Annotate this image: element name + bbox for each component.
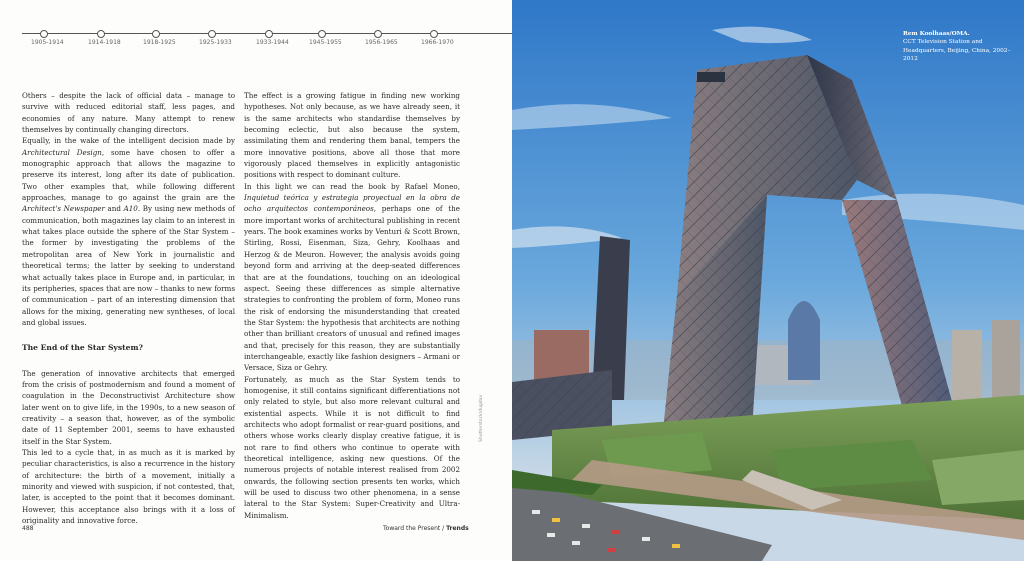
caption-text: CCT Television Station and Headquarters, Beijing, China, 2002–2012 [903, 39, 1011, 63]
timeline-label: 1933-1944 [256, 39, 289, 46]
text-run: , some have chosen to offer a monographic approach that allows the magazine to preserve its interest, long after its date of publication. Two other examples that, while following different approaches, manage to go against the grain are the [22, 147, 235, 203]
distant-tower [788, 301, 820, 380]
paragraph [244, 181, 460, 374]
text-column-1 [22, 90, 235, 526]
timeline-label: 1918-1925 [143, 39, 176, 46]
text-run: Equally, in the wake of the intelligent decision made by [22, 136, 235, 146]
timeline-marker [318, 30, 326, 38]
timeline [22, 30, 512, 50]
timeline-label: 1945-1955 [309, 39, 342, 46]
text-run: In this light we can read the book by Rafael Moneo, [244, 181, 460, 191]
text-run: . By using new methods of communication, both magazines lay claim to an interest in what takes place outside the sphere of the Star System – the former by investigating the problems of the metropolitan area of New York in journalistic and theoretical terms; the latter by seeking to understand what actually takes place in Europe and, in particular, in its peripheries, spaces that are now – thanks to new forms of communication – part of an interesting dimension that allows for the mixing, generating new syntheses, of local and global issues. [22, 204, 235, 327]
caption-author: Rem Koolhaas/OMA. [903, 31, 970, 37]
section-heading: The End of the Star System? [22, 343, 143, 353]
timeline-marker [208, 30, 216, 38]
timeline-marker [374, 30, 382, 38]
running-head [383, 525, 469, 532]
paragraph [22, 135, 235, 328]
photo-caption [903, 30, 1015, 64]
timeline-marker [430, 30, 438, 38]
paragraph: Fortunately, as much as the Star System tends to homogenise, it still contains significant differentiations not only related to style, but also more relevant cultural and existential aspects. While it is not difficult to find architects who adopt formalist or rear-guard positions, and others whose works clearly display creative fatigue, it is not rare to find others who continue to operate with theoretical intelligence, asking new questions. Of the numerous projects of notable interest realised from 2002 onwards, the following section presents ten works, which will be used to discuss two other phenomena, in a sense lateral to the Star System: Super-Creativity and Ultra-Minimalism. [244, 374, 460, 520]
timeline-label: 1966-1970 [421, 39, 454, 46]
timeline-marker [152, 30, 160, 38]
timeline-marker [265, 30, 273, 38]
timeline-label: 1956-1965 [365, 39, 398, 46]
text-run: and [104, 204, 124, 214]
timeline-label: 1914-1918 [88, 39, 121, 46]
photo-credit: Shutterstock/dugdax [479, 394, 484, 442]
italic-title: A10 [123, 204, 138, 214]
running-head-section: Toward the Present / [383, 525, 447, 532]
text-run: , perhaps one of the more important works of architectural publishing in recent years. The book examines works by Venturi & Scott Brown, Stirling, Rossi, Eisenman, Siza, Gehry, Koolhaas and Herzog & de Meuron. However, the analysis avoids going beyond form and arriving at the deep-seated differences that are at the foundations, touching on an ideological aspect. Seeing these differences as simple alternative strategies to confronting the problem of form, Moneo runs the risk of endorsing the misunderstanding that created the Star System: the hypothesis that architects are nothing other than brilliant creators of unusual and refined images and that, precisely for this reason, they are substantially interchangeable, exactly like fashion designers – Armani or Versace, Siza or Gehry. [244, 204, 460, 373]
paragraph: Others – despite the lack of official data – manage to survive with reduced editorial staff, less pages, and economies of any nature. Many attempt to renew themselves by continually changing directors. [22, 91, 235, 135]
paragraph: The effect is a growing fatigue in finding new working hypotheses. Not only because, as we have already seen, it is the same architects who standardise themselves by becoming eclectic, but also because the system, assimilating them and rendering them banal, tempers the more innovative positions, above all those that more vigorously placed themselves in explicitly antagonistic positions with respect to dominant culture. [244, 91, 460, 180]
text-column-2 [244, 90, 460, 521]
building-photo [512, 0, 1024, 561]
italic-title: Architect's Newspaper [22, 204, 105, 214]
timeline-marker [97, 30, 105, 38]
timeline-label: 1925-1933 [199, 39, 232, 46]
italic-title: Architectural Design [22, 147, 102, 157]
paragraph: This led to a cycle that, in as much as it is marked by peculiar characteristics, is also a recurrence in the history of architecture: the birth of a movement, initially a minority and viewed with suspicion, if not contested, that, later, is accepted to the point that it becomes dominant. However, this acceptance also brings with it a loss of originality and innovative force. [22, 447, 235, 526]
paragraph: The generation of innovative architects that emerged from the crisis of postmodernism and found a moment of coagulation in the Deconstructivist Architecture show later went on to give life, in the 1990s, to a new season of creativity – a season that, however, as of the symbolic date of 11 September 2001, seems to have exhausted itself in the Star System. [22, 368, 235, 446]
running-head-chapter: Trends [446, 525, 469, 532]
cctv-tower-illustration [512, 0, 1024, 561]
timeline-marker [40, 30, 48, 38]
timeline-label: 1905-1914 [31, 39, 64, 46]
page-number: 488 [22, 525, 34, 532]
italic-title: Inquietud teórica y estrategia proyectual en la obra de ocho arquitectos contemporáneos [244, 193, 460, 214]
